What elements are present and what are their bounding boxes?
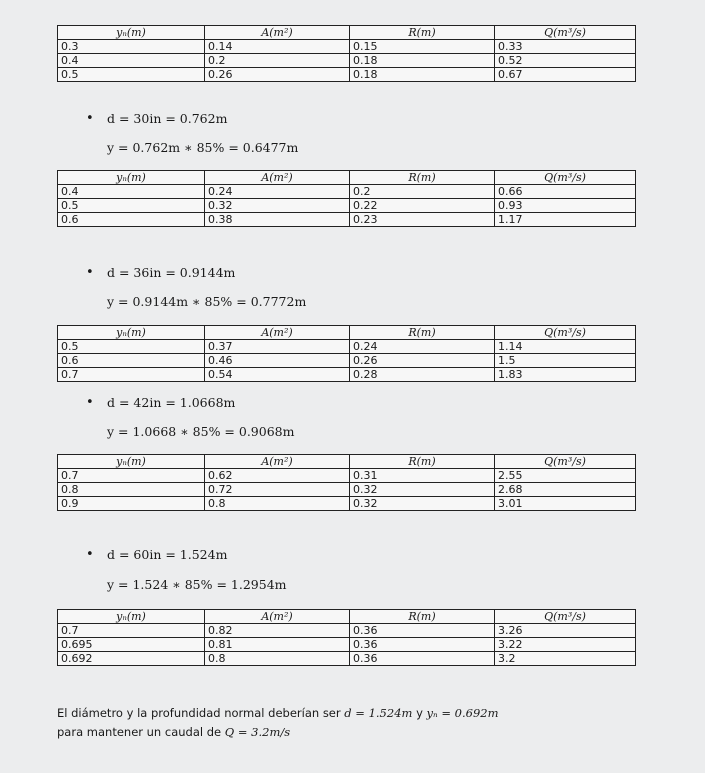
table-cell: 0.66	[495, 185, 636, 199]
table-cell: 0.4	[58, 185, 205, 199]
table-cell: 0.3	[58, 40, 205, 54]
table-cell: 0.28	[350, 368, 495, 382]
table-row	[58, 54, 636, 68]
table-row	[58, 199, 636, 213]
table-cell: 0.82	[205, 624, 350, 638]
table-header-row	[58, 171, 636, 185]
table-cell: 2.68	[495, 483, 636, 497]
table-cell: 0.36	[350, 638, 495, 652]
conclusion-text: El diámetro y la profundidad normal deberían ser	[57, 706, 341, 720]
depth-equation: y = 0.762m ∗ 85% = 0.6477m	[107, 140, 299, 155]
header-depth: yₙ(m)	[58, 171, 205, 185]
table-cell: 0.6	[58, 354, 205, 368]
conclusion-text: y	[416, 706, 423, 720]
table-row	[58, 497, 636, 511]
table-cell: 0.54	[205, 368, 350, 382]
table-cell: 0.8	[205, 497, 350, 511]
table-cell: 0.26	[205, 68, 350, 82]
diameter-equation: d = 42in = 1.0668m	[107, 395, 236, 410]
table-cell: 0.72	[205, 483, 350, 497]
table-cell: 3.01	[495, 497, 636, 511]
depth-equation: y = 1.524 ∗ 85% = 1.2954m	[107, 577, 287, 592]
header-radius: R(m)	[350, 610, 495, 624]
results-table-4	[57, 454, 636, 511]
table-cell: 0.18	[350, 54, 495, 68]
table-cell: 0.93	[495, 199, 636, 213]
conclusion-depth: yₙ = 0.692m	[426, 706, 499, 720]
table-cell: 0.7	[58, 624, 205, 638]
header-depth: yₙ(m)	[58, 326, 205, 340]
table-cell: 0.37	[205, 340, 350, 354]
header-depth: yₙ(m)	[58, 610, 205, 624]
table-cell: 0.26	[350, 354, 495, 368]
table-cell: 0.32	[350, 483, 495, 497]
table-row	[58, 340, 636, 354]
header-depth: yₙ(m)	[58, 455, 205, 469]
table-cell: 0.9	[58, 497, 205, 511]
depth-equation: y = 1.0668 ∗ 85% = 0.9068m	[107, 424, 295, 439]
results-table-3	[57, 325, 636, 382]
table-cell: 0.695	[58, 638, 205, 652]
results-table-2	[57, 170, 636, 227]
table-cell: 2.55	[495, 469, 636, 483]
table-cell: 0.15	[350, 40, 495, 54]
header-flow: Q(m³/s)	[495, 455, 636, 469]
results-table-1	[57, 25, 636, 82]
table-cell: 0.31	[350, 469, 495, 483]
diameter-equation: d = 36in = 0.9144m	[107, 265, 236, 280]
table-cell: 0.36	[350, 652, 495, 666]
table-cell: 0.2	[205, 54, 350, 68]
depth-equation: y = 0.9144m ∗ 85% = 0.7772m	[107, 294, 307, 309]
table-cell: 0.6	[58, 213, 205, 227]
table-cell: 0.14	[205, 40, 350, 54]
table-cell: 0.62	[205, 469, 350, 483]
table-cell: 0.7	[58, 469, 205, 483]
table-cell: 0.32	[205, 199, 350, 213]
table-cell: 0.24	[350, 340, 495, 354]
table-cell: 0.5	[58, 68, 205, 82]
table-cell: 0.33	[495, 40, 636, 54]
table-row	[58, 652, 636, 666]
table-cell: 0.8	[58, 483, 205, 497]
table-cell: 0.5	[58, 340, 205, 354]
header-area: A(m²)	[205, 326, 350, 340]
header-area: A(m²)	[205, 455, 350, 469]
table-cell: 0.67	[495, 68, 636, 82]
header-flow: Q(m³/s)	[495, 26, 636, 40]
header-area: A(m²)	[205, 171, 350, 185]
table-cell: 0.46	[205, 354, 350, 368]
table-cell: 0.5	[58, 199, 205, 213]
table-cell: 0.23	[350, 213, 495, 227]
table-cell: 3.22	[495, 638, 636, 652]
table-row	[58, 213, 636, 227]
header-flow: Q(m³/s)	[495, 171, 636, 185]
table-row	[58, 469, 636, 483]
table-row	[58, 354, 636, 368]
table-row	[58, 40, 636, 54]
table-cell: 0.18	[350, 68, 495, 82]
table-cell: 0.692	[58, 652, 205, 666]
table-cell: 0.52	[495, 54, 636, 68]
table-cell: 0.81	[205, 638, 350, 652]
conclusion-paragraph	[57, 704, 657, 742]
header-radius: R(m)	[350, 26, 495, 40]
table-cell: 3.26	[495, 624, 636, 638]
table-header-row	[58, 455, 636, 469]
conclusion-diameter: d = 1.524m	[344, 706, 413, 720]
table-cell: 0.4	[58, 54, 205, 68]
table-row	[58, 483, 636, 497]
header-radius: R(m)	[350, 326, 495, 340]
table-cell: 0.7	[58, 368, 205, 382]
header-depth: yₙ(m)	[58, 26, 205, 40]
conclusion-line-2	[57, 723, 657, 742]
table-cell: 0.22	[350, 199, 495, 213]
conclusion-flow: Q = 3.2m/s	[224, 725, 291, 739]
table-row	[58, 638, 636, 652]
table-row	[58, 185, 636, 199]
bullet-marker: •	[86, 111, 94, 126]
table-header-row	[58, 326, 636, 340]
conclusion-line-1	[57, 704, 657, 723]
table-cell: 1.14	[495, 340, 636, 354]
results-table-5	[57, 609, 636, 666]
table-row	[58, 68, 636, 82]
table-cell: 0.32	[350, 497, 495, 511]
bullet-marker: •	[86, 547, 94, 562]
table-cell: 3.2	[495, 652, 636, 666]
table-row	[58, 368, 636, 382]
table-cell: 1.83	[495, 368, 636, 382]
bullet-marker: •	[86, 395, 94, 410]
table-cell: 0.2	[350, 185, 495, 199]
table-cell: 1.5	[495, 354, 636, 368]
diameter-equation: d = 60in = 1.524m	[107, 547, 228, 562]
table-row	[58, 624, 636, 638]
header-flow: Q(m³/s)	[495, 610, 636, 624]
table-cell: 0.38	[205, 213, 350, 227]
table-cell: 0.8	[205, 652, 350, 666]
diameter-equation: d = 30in = 0.762m	[107, 111, 228, 126]
table-header-row	[58, 26, 636, 40]
header-area: A(m²)	[205, 610, 350, 624]
header-area: A(m²)	[205, 26, 350, 40]
table-cell: 0.36	[350, 624, 495, 638]
header-radius: R(m)	[350, 455, 495, 469]
bullet-marker: •	[86, 265, 94, 280]
header-flow: Q(m³/s)	[495, 326, 636, 340]
table-cell: 0.24	[205, 185, 350, 199]
conclusion-text: para mantener un caudal de	[57, 725, 222, 739]
table-header-row	[58, 610, 636, 624]
table-cell: 1.17	[495, 213, 636, 227]
header-radius: R(m)	[350, 171, 495, 185]
